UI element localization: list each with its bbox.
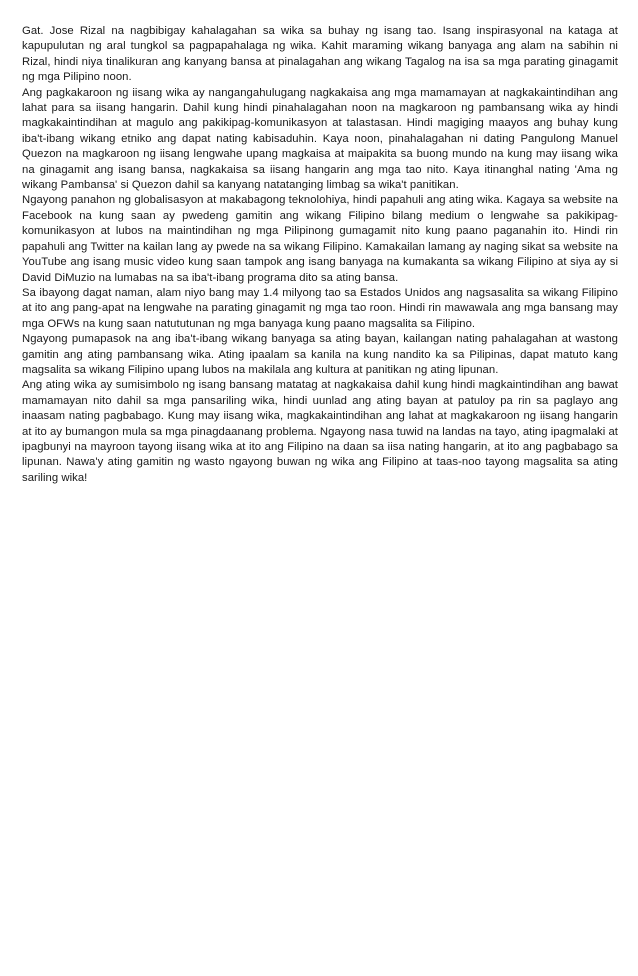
paragraph-globalisasyon: Ngayong panahon ng globalisasyon at makabagong teknolohiya, hindi papahuli ang ating wika. Kagaya sa website na Facebook na kung saan ay pwedeng gamitin ang wikang Filipino bilang medium o lengwahe sa pakikipag-komunikasyon at lubos na maintindihan ng mga Pilipinong gumagamit nito kung paano paganahin ito. Hindi rin papahuli ang Twitter na kailan lang ay pwede na sa wikang Filipino. Kamakailan lamang ay naging sikat sa website na YouTube ang isang music video kung saan tampok ang isang banyaga na kumakanta sa wikang Filipino at siya ay si David DiMuzio na lumabas na sa iba't-ibang programa dito sa ating bansa.	[22, 194, 618, 284]
paragraph-konklusyon: Ang ating wika ay sumisimbolo ng isang bansang matatag at nagkakaisa dahil kung hindi magkaintindihan ang bawat mamamayan nito dahil sa mga pansariling wika, hindi uunlad ang ating bayan at patuloy pa rin sa paglayo ang inaasam nating pagbabago. Kung may iisang wika, magkakaintindihan ang lahat at magkakaroon ng iisang hangarin at ito ay bumangon mula sa mga pinagdaanang problema. Ngayong nasa tuwid na landas na tayo, ating ipagmalaki at ipagbunyi na mayroon tayong iisang wika at ito ang Filipino na daan sa iisa nating hangarin, at ito ang pagbabago sa lipunan. Nawa'y ating gamitin ng wasto ngayong buwan ng wika ang Filipino at taas-noo tayong magsalita sa ating sariling wika!	[22, 379, 618, 484]
document-body	[22, 24, 618, 486]
paragraph-rizal: Gat. Jose Rizal na nagbibigay kahalagahan sa wika sa buhay ng isang tao. Isang inspirasyonal na kataga at kapupulutan ng aral tungkol sa pagpapahalaga ng wika. Kahit maraming wikang banyaga ang alam na sabihin ni Rizal, hindi niya tinalikuran ang kanyang bansa at pinalagahan ang wikang Tagalog na isa sa mga parating ginagamit ng mga Pilipino noon.	[22, 25, 618, 84]
paragraph-iisang-wika: Ang pagkakaroon ng iisang wika ay nangangahulugang nagkakaisa ang mga mamamayan at nagkakaintindihan ang lahat para sa iisang hangarin. Dahil kung hindi pinahalagahan noon na magkaroon ng pambansang wika ay hindi magkakaintindihan at magulo ang pakikipag-komunikasyon at talastasan. Hindi magiging maayos ang buhay kung iba't-ibang wikang etniko ang dapat nating kabisaduhin. Kaya noon, pinahalagahan ni dating Pangulong Manuel Quezon na magkaroon ng iisang lengwahe upang magkaisa at maipakita sa buong mundo na kung may iisang wika na ginagamit ang isang bansa, nagkakaisa sa iisang hangarin ang mga tao nito. Kaya itinanghal nating 'Ama ng wikang Pambansa' si Quezon dahil sa kanyang natatanging limbag sa wika't panitikan.	[22, 86, 618, 192]
paragraph-ibayong-dagat: Sa ibayong dagat naman, alam niyo bang may 1.4 milyong tao sa Estados Unidos ang nagsasalita sa wikang Filipino at ito ang pang-apat na lengwahe na parating ginagamit ng mga tao roon. Hindi rin mawawala ang mga bansang may mga OFWs na kung saan natututunan ng mga banyaga kung paano magsalita sa Filipino.	[22, 286, 618, 330]
paragraph-wikang-banyaga: Ngayong pumapasok na ang iba't-ibang wikang banyaga sa ating bayan, kailangan nating pahalagahan at wastong gamitin ang ating pambansang wika. Ating ipaalam sa kanila na kung nandito ka sa Pilipinas, dapat matuto kang magsalita sa wikang Filipino upang lubos na makilala ang kultura at panitikan ng ating lipunan.	[22, 333, 618, 376]
